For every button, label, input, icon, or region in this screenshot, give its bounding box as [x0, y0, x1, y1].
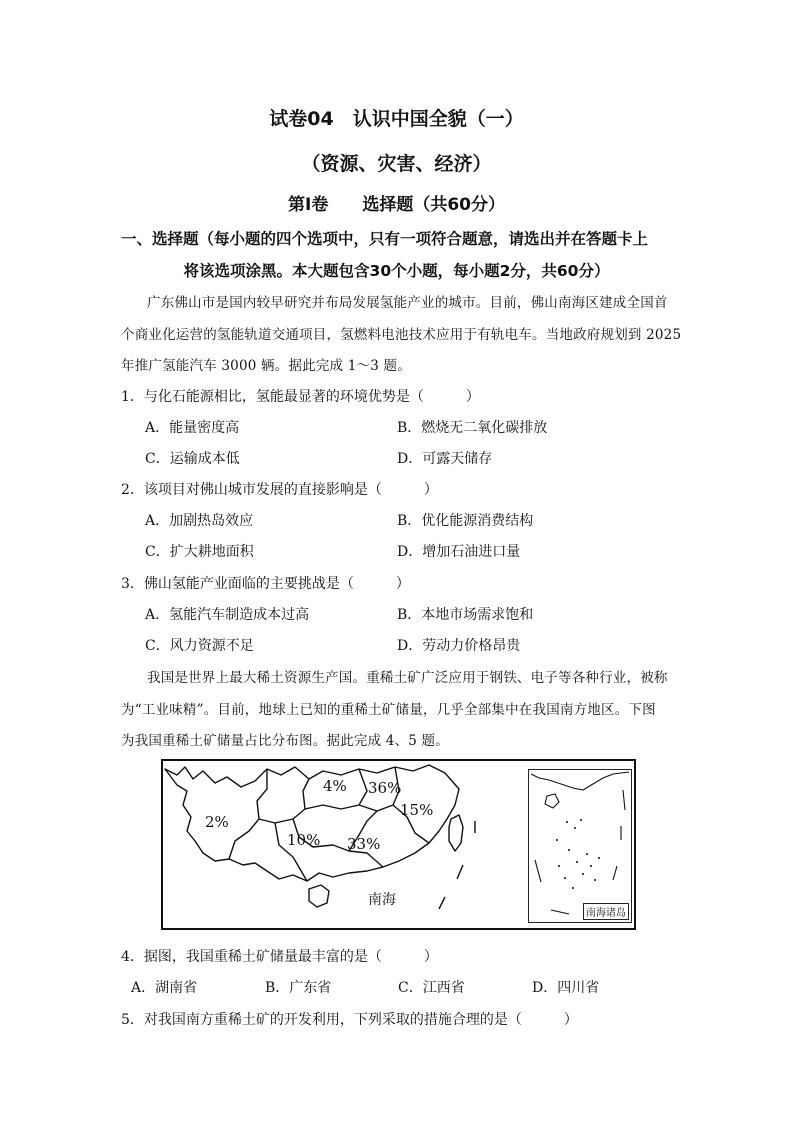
passage2-line-2: 为“工业味精”。目前，地球上已知的重稀土矿储量，几乎全部集中在我国南方地区。下图: [121, 702, 656, 718]
south-sea-islands-inset: [528, 769, 632, 923]
map-label-15pct: 15%: [400, 801, 434, 819]
question-3-option-d[interactable]: D．劳动力价格昂贵: [397, 638, 521, 654]
instruction-line-1: 一、选择题（每小题的四个选项中，只有一项符合题意，请选出并在答题卡上: [121, 230, 649, 248]
question-1-stem: 1．与化石能源相比，氢能最显著的环境优势是（ ）: [121, 389, 480, 405]
passage1-line-2: 个商业化运营的氢能轨道交通项目，氢燃料电池技术应用于有轨电车。当地政府规划到 2025: [121, 327, 682, 343]
question-4-option-b[interactable]: B．广东省: [265, 980, 332, 996]
section-heading: 第Ⅰ卷 选择题（共60分）: [288, 195, 505, 215]
question-3-option-a[interactable]: A．氢能汽车制造成本过高: [145, 607, 310, 623]
question-4-option-d[interactable]: D．四川省: [532, 980, 600, 996]
map-label-10pct: 10%: [287, 831, 321, 849]
map-label-33pct: 33%: [347, 835, 381, 853]
question-4-stem: 4．据图，我国重稀土矿储量最丰富的是（ ）: [121, 949, 438, 965]
question-4-option-a[interactable]: A．湖南省: [131, 980, 198, 996]
passage1-line-1: 广东佛山市是国内较早研究并布局发展氢能产业的城市。目前，佛山南海区建成全国首: [147, 295, 668, 311]
question-5-stem: 5．对我国南方重稀土矿的开发利用，下列采取的措施合理的是（ ）: [121, 1012, 578, 1028]
question-3-option-b[interactable]: B．本地市场需求饱和: [397, 607, 534, 623]
question-1-option-c[interactable]: C．运输成本低: [145, 451, 240, 467]
page-title: 试卷04 认识中国全貌（一）: [269, 108, 524, 130]
question-1-option-d[interactable]: D．可露天储存: [397, 451, 493, 467]
map-label-2pct: 2%: [205, 813, 229, 831]
page-subtitle: （资源、灾害、经济）: [301, 153, 492, 175]
question-2-option-c[interactable]: C．扩大耕地面积: [145, 544, 254, 560]
question-3-stem: 3．佛山氢能产业面临的主要挑战是（ ）: [121, 576, 410, 592]
passage1-line-3: 年推广氢能汽车 3000 辆。据此完成 1～3 题。: [121, 358, 411, 374]
question-2-option-b[interactable]: B．优化能源消费结构: [397, 513, 534, 529]
passage2-line-3: 为我国重稀土矿储量占比分布图。据此完成 4、5 题。: [121, 733, 449, 749]
question-2-option-d[interactable]: D．增加石油进口量: [397, 544, 521, 560]
inset-label: 南海诸岛: [583, 903, 629, 920]
map-label-36pct: 36%: [368, 779, 402, 797]
question-3-option-c[interactable]: C．风力资源不足: [145, 638, 254, 654]
question-2-option-a[interactable]: A．加剧热岛效应: [145, 513, 254, 529]
instruction-line-2: 将该选项涂黑。本大题包含30个小题，每小题2分，共60分）: [183, 262, 610, 280]
question-2-stem: 2．该项目对佛山城市发展的直接影响是（ ）: [121, 482, 438, 498]
map-label-4pct: 4%: [323, 777, 347, 795]
question-1-option-b[interactable]: B．燃烧无二氧化碳排放: [397, 420, 548, 436]
passage2-line-1: 我国是世界上最大稀土资源生产国。重稀土矿广泛应用于钢铁、电子等各种行业，被称: [147, 670, 668, 686]
rare-earth-map: [161, 759, 636, 930]
question-4-option-c[interactable]: C．江西省: [398, 980, 465, 996]
map-label-south-sea: 南海: [368, 892, 396, 908]
inset-graphic: [529, 770, 631, 922]
question-1-option-a[interactable]: A．能量密度高: [145, 420, 240, 436]
